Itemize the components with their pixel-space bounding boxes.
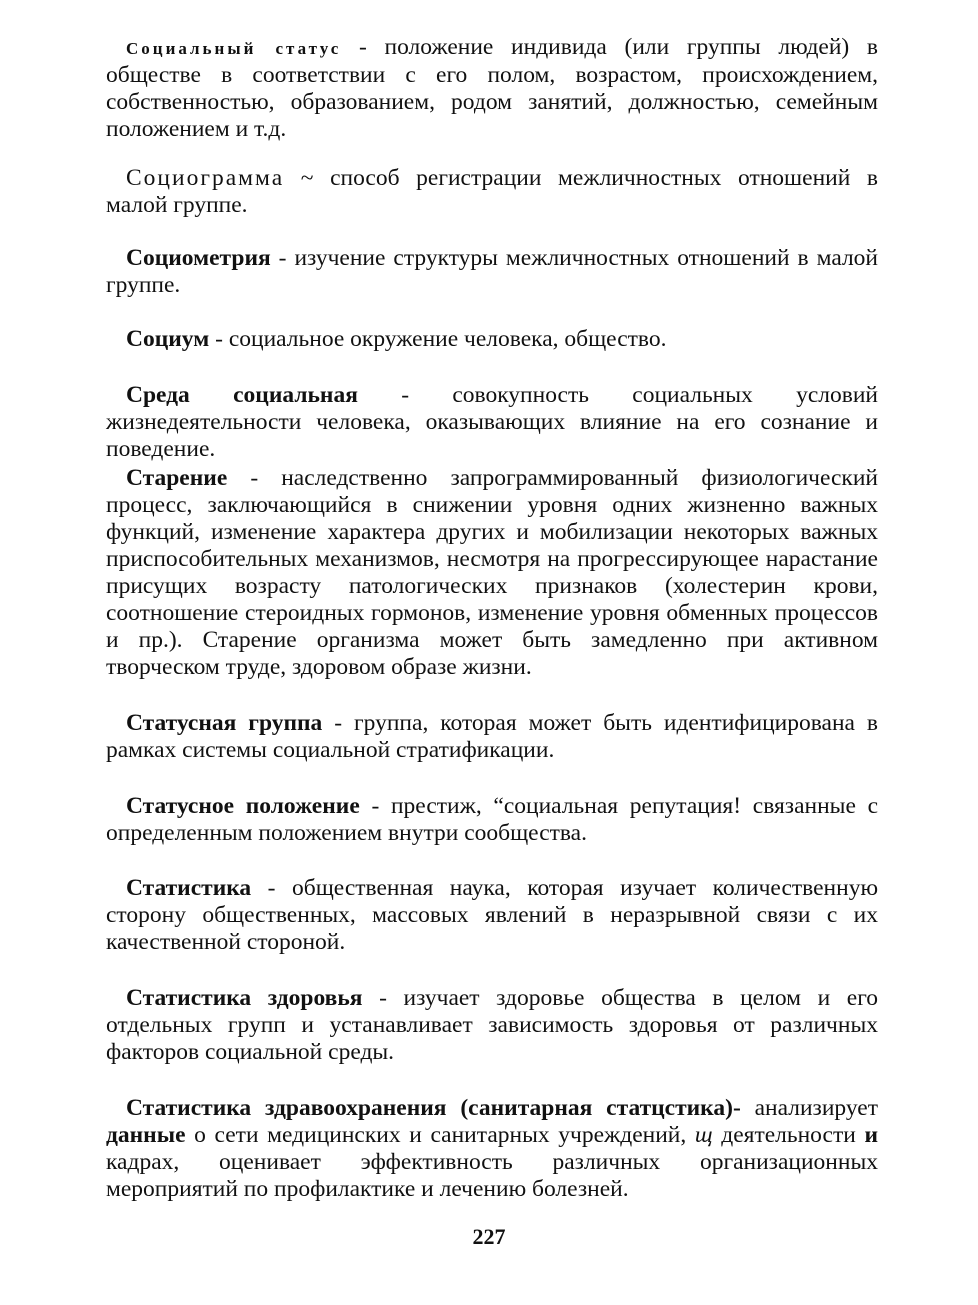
glossary-entry (106, 165, 878, 219)
entry-definition: анализирует (754, 1095, 878, 1121)
entry-definition: изучает здоровье общества в целом и его отдельных групп и устанавливает зависимость здоровья от различных факторов социальной среды. (106, 985, 879, 1065)
entry-dash: - (359, 793, 391, 819)
entry-term: Статистика (126, 875, 252, 901)
entry-definition: деятельности (712, 1122, 865, 1148)
glossary-entry (106, 326, 878, 353)
entry-definition: способ регистрации межличностных отношений в малой группе. (106, 165, 878, 218)
entry-dash: - (227, 465, 282, 491)
entry-term: Социальный статус (126, 39, 342, 58)
glossary-entry (106, 710, 878, 764)
entry-dash: - (322, 710, 355, 736)
entry-definition: о сети медицинских и санитарных учреждений, (185, 1122, 695, 1148)
entry-term: Статусная группа (126, 710, 323, 736)
glossary-entry (106, 985, 878, 1066)
glossary-entry (106, 34, 878, 143)
entry-term: Старение (126, 465, 228, 491)
entry-term: Социометрия (126, 245, 271, 271)
glossary-entry (106, 1095, 878, 1203)
glossary-entry (106, 875, 878, 956)
entry-term: Социум (126, 326, 210, 352)
glossary-entry (106, 465, 878, 681)
entry-definition: кадрах, оценивает эффективность различных организационных мероприятий по профилактике и лечению болезней. (106, 1149, 878, 1202)
entry-definition: общественная наука, которая изучает количественную сторону общественных, массовых явлений в неразрывной связи с их качественной стороной. (106, 875, 878, 955)
entry-definition-italic: щ (694, 1122, 713, 1148)
entry-dash (741, 1095, 755, 1121)
entry-dash: - (209, 326, 229, 352)
glossary-entry (106, 793, 878, 847)
entry-term: Статистика здоровья (126, 985, 363, 1011)
entry-definition: группа, которая может быть идентифицирована в рамках системы социальной стратификации. (106, 710, 878, 763)
entry-dash: - (362, 985, 404, 1011)
entry-dash: - (357, 382, 453, 408)
entry-definition-bold: данные (106, 1122, 186, 1148)
entry-definition: совокупность социальных условий жизнедеятельности человека, оказывающих влияние на его сознание и поведение. (106, 382, 878, 462)
entry-definition: изучение структуры межличностных отношений в малой группе. (106, 245, 879, 298)
entry-definition: положение индивида (или группы людей) в обществе в соответствии с его полом, возрастом, происхождением, собственностью, образованием, родом занятий, должностью, семейным положением и т.д. (106, 34, 879, 142)
entry-definition: престиж, “социальная репутация! связанные с определенным положением внутри сообщества. (106, 793, 878, 846)
page-number: 227 (472, 1224, 506, 1249)
entry-term: Статистика здравоохранения (санитарная статцстика)- (126, 1095, 741, 1121)
entry-term: Статусное положение (126, 793, 360, 819)
entry-dash: - (341, 34, 385, 60)
entry-definition: наследственно запрограммированный физиологический процесс, заключающийся в снижении уровня одних жизненно важных функций, изменение характера других и мобилизации некоторых важных приспособительных механизмов, несмотря на прогрессирующее нарастание присущих возрасту патологических признаков (холестерин крови, соотношение стероидных гормонов, изменение уровня обменных процессов и пр.). Старение организма может быть замедленно при активном творческом труде, здоровом образе жизни. (106, 465, 878, 680)
entry-definition: социальное окружение человека, общество. (228, 326, 667, 352)
entry-term: Социограмма (126, 165, 285, 191)
entry-term: Среда социальная (126, 382, 358, 408)
entry-dash: ~ (284, 165, 331, 191)
glossary-entry (106, 245, 878, 299)
entry-definition-bold: и (864, 1122, 878, 1148)
entry-dash: - (270, 245, 295, 271)
entry-dash: - (251, 875, 292, 901)
glossary-entry (106, 382, 878, 463)
